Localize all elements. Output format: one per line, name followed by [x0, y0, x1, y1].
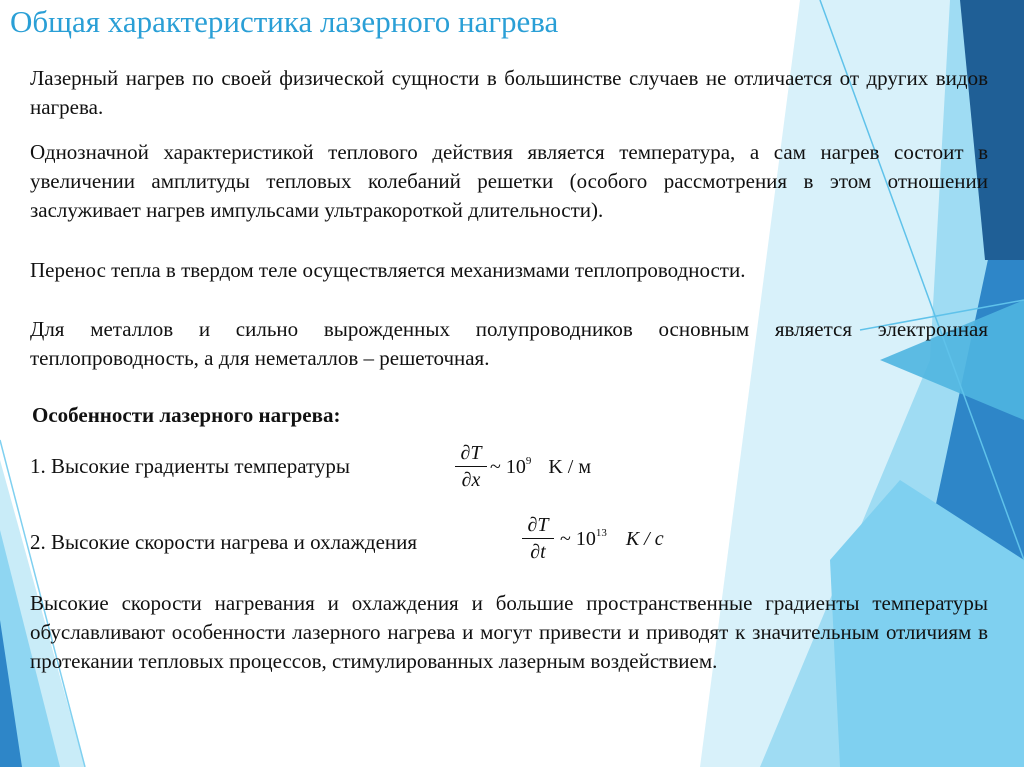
feature-1-unit: K / м [548, 456, 591, 478]
feature-2-fraction [522, 513, 554, 564]
feature-2-value [560, 527, 664, 551]
slide-title: Общая характеристика лазерного нагрева [10, 4, 559, 39]
fraction-bar [522, 538, 554, 539]
feature-1-value [490, 455, 591, 479]
feature-2-numerator: ∂T [527, 514, 549, 536]
feature-1-denominator: ∂x [461, 469, 481, 491]
feature-1-exponent: 9 [525, 455, 532, 467]
feature-2-relation: ~ 10 [560, 528, 596, 550]
paragraph-characteristic: Однозначной характеристикой теплового действия является температура, а сам нагрев состоит в увеличении амплитуды тепловых колебаний решетки (особого рассмотрения в этом отношении заслуживает нагрев импульсами ультракороткой длительности). [30, 140, 988, 222]
paragraph-heat-transfer: Перенос тепла в твердом теле осуществляется механизмами теплопроводности. [30, 258, 746, 282]
features-heading: Особенности лазерного нагрева: [32, 403, 341, 427]
feature-2-unit: K / c [625, 528, 664, 550]
paragraph-conclusion: Высокие скорости нагревания и охлаждения и большие пространственные градиенты температуры обуславливают особенности лазерного нагрева и могут привести и приводят к значительным отличиям в протекании тепловых процессов, стимулированных лазерным воздействием. [30, 591, 988, 673]
feature-1-relation: ~ 10 [490, 456, 526, 478]
feature-1-label: 1. Высокие градиенты температуры [30, 454, 351, 478]
feature-2-exponent: 13 [595, 527, 607, 539]
paragraph-intro: Лазерный нагрев по своей физической сущности в большинстве случаев не отличается от других видов нагрева. [30, 66, 988, 119]
feature-2-label: 2. Высокие скорости нагрева и охлаждения [30, 530, 418, 554]
feature-1-numerator: ∂T [460, 442, 482, 464]
feature-1-fraction [455, 441, 487, 492]
paragraph-conductivity: Для металлов и сильно вырожденных полупроводников основным является электронная теплопроводность, а для неметаллов – решеточная. [30, 317, 988, 370]
fraction-bar [455, 466, 487, 467]
feature-2-denominator: ∂t [530, 541, 546, 563]
